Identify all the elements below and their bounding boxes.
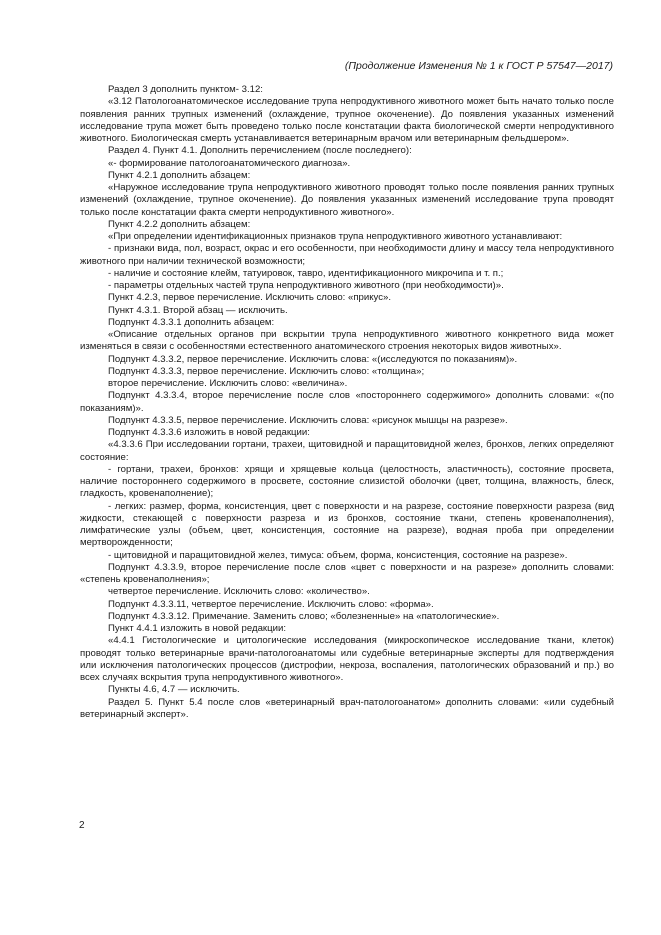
paragraph: Пункт 4.2.2 дополнить абзацем: — [108, 218, 251, 230]
paragraph: - наличие и состояние клейм, татуировок, тавро, идентификационного микрочипа и т. п.; — [108, 267, 504, 279]
paragraph: Подпункт 4.3.3.1 дополнить абзацем: — [108, 316, 275, 328]
paragraph: «4.3.3.6 При исследовании гортани, трахеи, щитовидной и паращитовидной желез, бронхов, легких определяют состояние: — [80, 439, 614, 463]
paragraph: «Наружное исследование трупа непродуктивного животного проводят только после появления ранних трупных изменений (охлаждение, трупное окоченение). До появления указанных изменений исследование трупа проводят только после констатации факта смерти непродуктивного животного». — [80, 182, 614, 218]
paragraph: Подпункт 4.3.3.5, первое перечисление. Исключить слова: «рисунок мышцы на разрезе». — [108, 414, 508, 426]
paragraph: Раздел 3 дополнить пунктом- 3.12: — [108, 84, 263, 95]
paragraph: Подпункт 4.3.3.2, первое перечисление. Исключить слова: «(исследуются по показаниям)». — [108, 353, 518, 365]
paragraph: - признаки вида, пол, возраст, окрас и его особенности, при необходимости длину и массу тела непродуктивного животного при наличии технической возможности; — [80, 243, 614, 267]
paragraph: Подпункт 4.3.3.12. Примечание. Заменить слово; «болезненные» на «патологические». — [108, 610, 500, 622]
paragraph: Пункт 4.2.3, первое перечисление. Исключить слово: «прикус». — [108, 292, 392, 304]
paragraph: Подпункт 4.3.3.11, четвертое перечисление. Исключить слово: «форма». — [108, 598, 434, 610]
page-number: 2 — [79, 820, 85, 831]
paragraph: Пункт 4.4.1 изложить в новой редакции: — [108, 623, 286, 634]
paragraph: «Описание отдельных органов при вскрытии трупа непродуктивного животного конкретного вида может изменяться в связи с особенностями естественного анатомического строения некоторых видов животных». — [80, 329, 614, 353]
document-body — [80, 84, 614, 721]
paragraph: Раздел 4. Пункт 4.1. Дополнить перечислением (после последнего): — [108, 145, 412, 157]
paragraph: - гортани, трахеи, бронхов: хрящи и хрящевые кольца (целостность, эластичность), состояние просвета, наличие постороннего содержимого в просвете, состояние слизистой оболочки (цвет, толщина, влажность, блеск, гладкость, кровенаполнение); — [80, 463, 614, 500]
paragraph: «При определении идентификационных признаков трупа непродуктивного животного устанавливают: — [108, 231, 563, 242]
paragraph: Подпункт 4.3.3.9, второе перечисление после слов «цвет с поверхности и на разрезе» дополнить словами: «степень кровенаполнения»; — [80, 561, 614, 585]
paragraph: Раздел 5. Пункт 5.4 после слов «ветеринарный врач-патологоанатом» дополнить словами: «или судебный ветеринарный эксперт». — [80, 696, 614, 720]
paragraph: «- формирование патологоанатомического диагноза». — [108, 157, 351, 169]
paragraph: Подпункт 4.3.3.3, первое перечисление. Исключить слово: «толщина»; — [108, 365, 425, 377]
paragraph: Пункты 4.6, 4.7 — исключить. — [108, 684, 240, 696]
paragraph: Пункт 4.3.1. Второй абзац — исключить. — [108, 304, 288, 316]
paragraph: «4.4.1 Гистологические и цитологические исследования (микроскопическое исследование ткани, клеток) проводят только ветеринарные врачи-патологоанатомы или судебные ветеринарные эксперты для подтверждения или исключения патологических процессов (дистрофии, некроза, воспаления, патологических образований и пр.) во всех случаях вскрытия трупа непродуктивного животного». — [80, 635, 614, 683]
document-header: (Продолжение Изменения № 1 к ГОСТ Р 57547—2017) — [344, 60, 613, 72]
paragraph: - щитовидной и паращитовидной желез, тимуса: объем, форма, консистенция, состояние на разрезе». — [108, 549, 568, 561]
paragraph: Подпункт 4.3.3.6 изложить в новой редакции: — [108, 427, 310, 438]
paragraph: четвертое перечисление. Исключить слово: «количество». — [108, 586, 370, 598]
paragraph: - параметры отдельных частей трупа непродуктивного животного (при необходимости)». — [108, 280, 504, 291]
paragraph: - легких: размер, форма, консистенция, цвет с поверхности и на разрезе, состояние поверхности разреза (вид жидкости, стекающей с поверхности разреза и из бронхов, состояние ткани, степень кровенаполнения), лимфатические узлы (объем, цвет, консистенция, состояние на разрезе), водная проба при определении мертворожденности; — [80, 500, 614, 549]
paragraph: «3.12 Патологоанатомическое исследование трупа непродуктивного животного может быть начато только после появления ранних трупных изменений (охлаждение, трупное окоченение). До появления указанных изменений исследование трупа может быть проведено только после констатации факта биологической смерти непродуктивного животного. Биологическая смерть устанавливается ветеринарным врачом или ветеринарным фельдшером». — [80, 96, 614, 144]
paragraph: Пункт 4.2.1 дополнить абзацем: — [108, 169, 251, 181]
paragraph: Подпункт 4.3.3.4, второе перечисление после слов «постороннего содержимого» дополнить словами: «(по показаниям)». — [80, 390, 614, 414]
paragraph: второе перечисление. Исключить слово: «величина». — [108, 378, 348, 389]
